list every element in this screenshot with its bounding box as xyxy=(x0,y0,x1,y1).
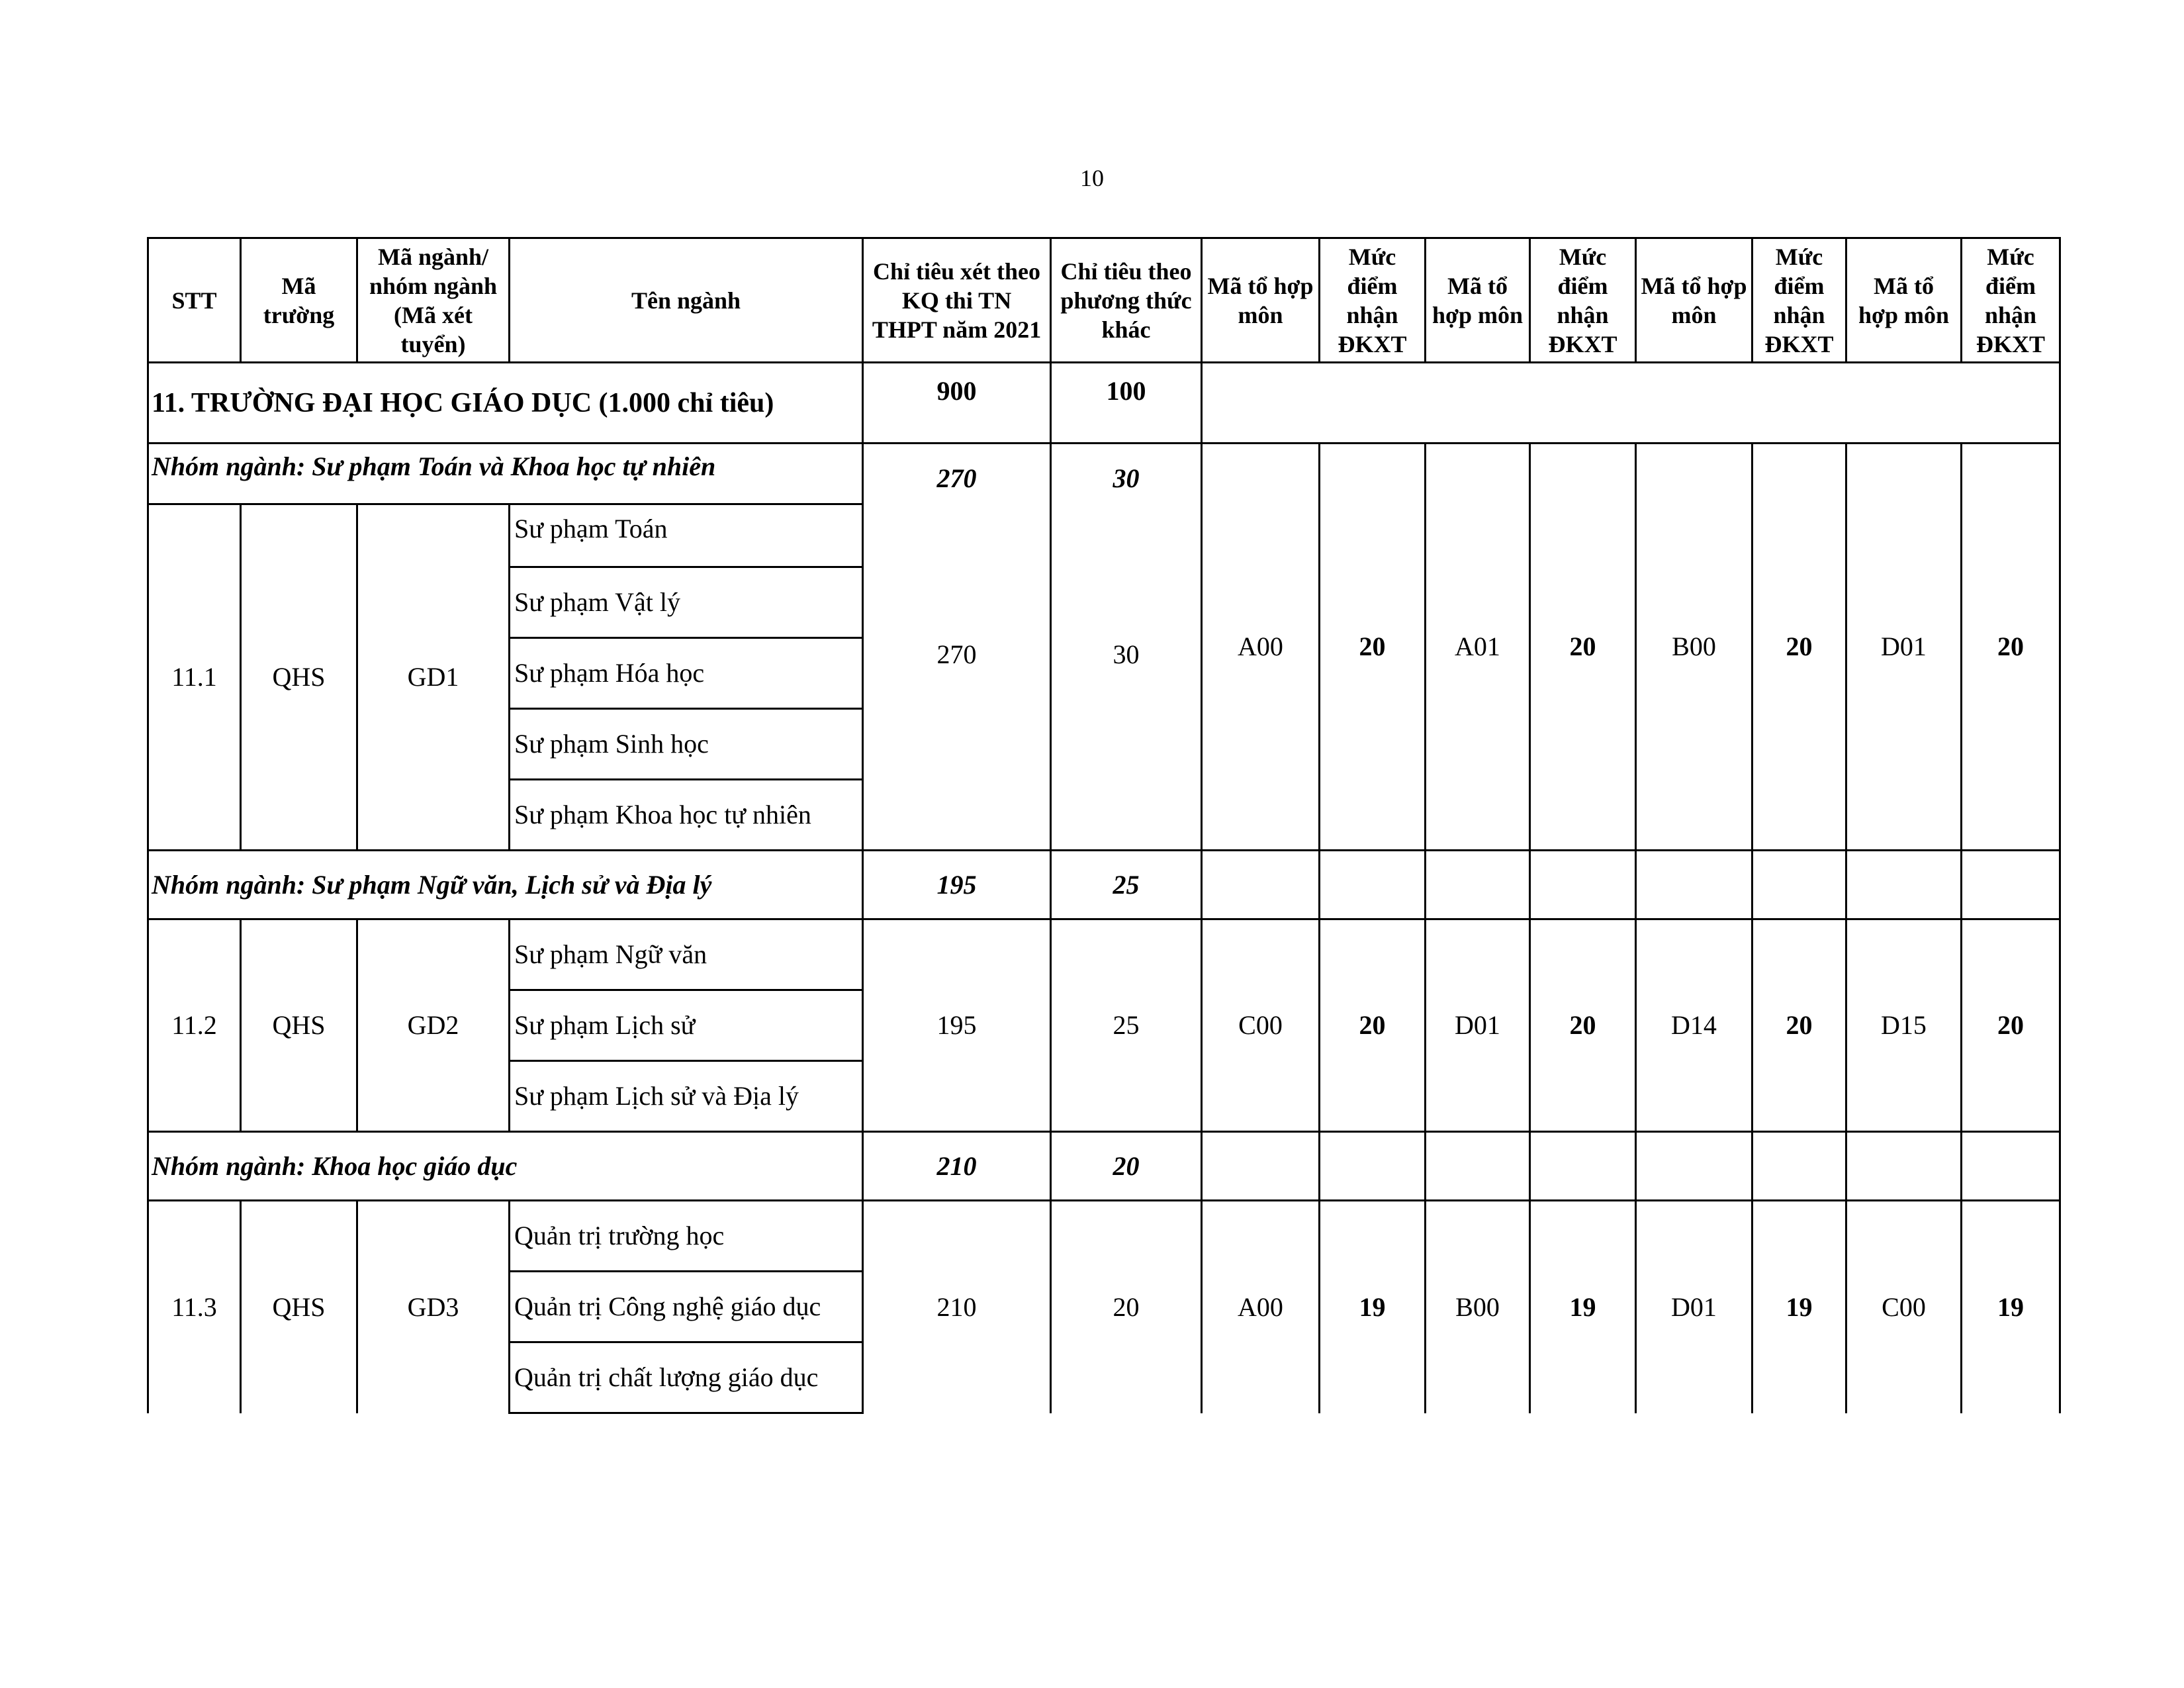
group-row xyxy=(148,1132,2060,1201)
row-stt: 11.1 xyxy=(148,504,241,851)
combo-code: D01 xyxy=(1426,919,1530,1132)
empty-cell xyxy=(1962,851,2060,919)
row-school-code: QHS xyxy=(241,1201,357,1413)
empty-cell xyxy=(1426,1132,1530,1201)
row-stt: 11.2 xyxy=(148,919,241,1132)
major-item: Sư phạm Sinh học xyxy=(510,710,862,780)
empty-cell xyxy=(1962,1132,2060,1201)
empty-cell xyxy=(1320,1132,1426,1201)
header-muc-diem-2: Mức điểm nhận ĐKXT xyxy=(1530,238,1636,363)
header-ma-to-hop-4: Mã tổ hợp môn xyxy=(1846,238,1962,363)
header-stt: STT xyxy=(148,238,241,363)
row-quota-other: 20 xyxy=(1051,1201,1202,1413)
header-chi-tieu-khac: Chỉ tiêu theo phương thức khác xyxy=(1051,238,1202,363)
major-item: Quản trị chất lượng giáo dục xyxy=(514,1362,819,1392)
empty-cell xyxy=(1530,1132,1636,1201)
header-ma-nganh: Mã ngành/ nhóm ngành (Mã xét tuyển) xyxy=(357,238,510,363)
group-quota-other xyxy=(1051,444,1202,851)
major-row xyxy=(148,1201,2060,1413)
combo-score: 20 xyxy=(1320,919,1426,1132)
group-quota-other-value: 30 xyxy=(1113,463,1140,493)
page-number: 10 xyxy=(1080,165,1104,191)
major-list xyxy=(510,919,863,1132)
row-major-code: GD2 xyxy=(357,919,510,1132)
header-muc-diem-4: Mức điểm nhận ĐKXT xyxy=(1962,238,2060,363)
row-quota-exam: 195 xyxy=(863,919,1051,1132)
row-quota-other: 30 xyxy=(1113,639,1140,669)
combo-code: A00 xyxy=(1202,444,1320,851)
combo-score: 19 xyxy=(1962,1201,2060,1413)
combo-code: D01 xyxy=(1846,444,1962,851)
group-row xyxy=(148,851,2060,919)
major-item: Sư phạm Lịch sử và Địa lý xyxy=(514,1081,799,1111)
header-muc-diem-1: Mức điểm nhận ĐKXT xyxy=(1320,238,1426,363)
combo-score: 20 xyxy=(1962,919,2060,1132)
row-major-code: GD1 xyxy=(357,504,510,851)
group-title: Nhóm ngành: Khoa học giáo dục xyxy=(148,1132,863,1201)
group-title: Nhóm ngành: Sư phạm Toán và Khoa học tự nhiên xyxy=(148,444,863,504)
combo-score: 20 xyxy=(1752,444,1846,851)
major-item: Sư phạm Toán xyxy=(510,505,862,568)
empty-cell xyxy=(1320,851,1426,919)
row-stt: 11.3 xyxy=(148,1201,241,1413)
empty-cell xyxy=(1846,851,1962,919)
combo-code: B00 xyxy=(1636,444,1752,851)
group-quota-other-value: 25 xyxy=(1051,851,1202,919)
combo-score: 20 xyxy=(1962,444,2060,851)
combo-code: D01 xyxy=(1636,1201,1752,1413)
school-row xyxy=(148,363,2060,444)
header-ma-to-hop-3: Mã tổ hợp môn xyxy=(1636,238,1752,363)
group-quota-exam-value: 270 xyxy=(936,463,977,493)
major-list xyxy=(510,1201,863,1413)
major-item: Sư phạm Lịch sử xyxy=(510,991,862,1062)
combo-score: 19 xyxy=(1320,1201,1426,1413)
combo-score: 20 xyxy=(1530,444,1636,851)
combo-code: D14 xyxy=(1636,919,1752,1132)
empty-cell xyxy=(1426,851,1530,919)
combo-code: A00 xyxy=(1202,1201,1320,1413)
combo-score: 20 xyxy=(1320,444,1426,851)
combo-code: A01 xyxy=(1426,444,1530,851)
empty-cell xyxy=(1202,1132,1320,1201)
major-item: Sư phạm Ngữ văn xyxy=(510,920,862,991)
school-title: 11. TRƯỜNG ĐẠI HỌC GIÁO DỤC (1.000 chỉ tiêu) xyxy=(148,363,863,444)
empty-cell xyxy=(1752,851,1846,919)
major-row xyxy=(148,919,2060,1132)
major-item: Quản trị trường học xyxy=(510,1201,862,1272)
school-empty-cell xyxy=(1202,363,2060,444)
group-quota-exam xyxy=(863,444,1051,851)
combo-code: C00 xyxy=(1846,1201,1962,1413)
empty-cell xyxy=(1636,851,1752,919)
empty-cell xyxy=(1846,1132,1962,1201)
header-muc-diem-3: Mức điểm nhận ĐKXT xyxy=(1752,238,1846,363)
combo-score: 19 xyxy=(1752,1201,1846,1413)
major-item: Sư phạm Hóa học xyxy=(510,639,862,710)
header-ten-nganh: Tên ngành xyxy=(510,238,863,363)
major-item: Quản trị Công nghệ giáo dục xyxy=(510,1272,862,1343)
group-row xyxy=(148,444,2060,504)
header-ma-truong: Mã trường xyxy=(241,238,357,363)
header-chi-tieu-kq: Chỉ tiêu xét theo KQ thi TN THPT năm 2021 xyxy=(863,238,1051,363)
combo-score: 20 xyxy=(1530,919,1636,1132)
group-quota-exam-value: 210 xyxy=(863,1132,1051,1201)
combo-score: 20 xyxy=(1752,919,1846,1132)
combo-code: D15 xyxy=(1846,919,1962,1132)
header-row xyxy=(148,238,2060,363)
group-quota-other-value: 20 xyxy=(1051,1132,1202,1201)
major-list xyxy=(510,504,863,851)
row-school-code: QHS xyxy=(241,919,357,1132)
header-ma-to-hop-1: Mã tổ hợp môn xyxy=(1202,238,1320,363)
header-ma-to-hop-2: Mã tổ hợp môn xyxy=(1426,238,1530,363)
school-quota-other: 100 xyxy=(1051,363,1202,444)
school-quota-exam: 900 xyxy=(863,363,1051,444)
group-title: Nhóm ngành: Sư phạm Ngữ văn, Lịch sử và Địa lý xyxy=(148,851,863,919)
row-major-code: GD3 xyxy=(357,1201,510,1413)
group-quota-exam-value: 195 xyxy=(863,851,1051,919)
empty-cell xyxy=(1752,1132,1846,1201)
row-quota-exam: 210 xyxy=(863,1201,1051,1413)
empty-cell xyxy=(1636,1132,1752,1201)
combo-code: C00 xyxy=(1202,919,1320,1132)
row-quota-other: 25 xyxy=(1051,919,1202,1132)
empty-cell xyxy=(1202,851,1320,919)
combo-code: B00 xyxy=(1426,1201,1530,1413)
admission-table xyxy=(147,237,2061,1414)
major-item: Sư phạm Vật lý xyxy=(510,568,862,639)
empty-cell xyxy=(1530,851,1636,919)
row-school-code: QHS xyxy=(241,504,357,851)
major-item: Sư phạm Khoa học tự nhiên xyxy=(514,800,811,829)
row-quota-exam: 270 xyxy=(936,639,977,669)
combo-score: 19 xyxy=(1530,1201,1636,1413)
